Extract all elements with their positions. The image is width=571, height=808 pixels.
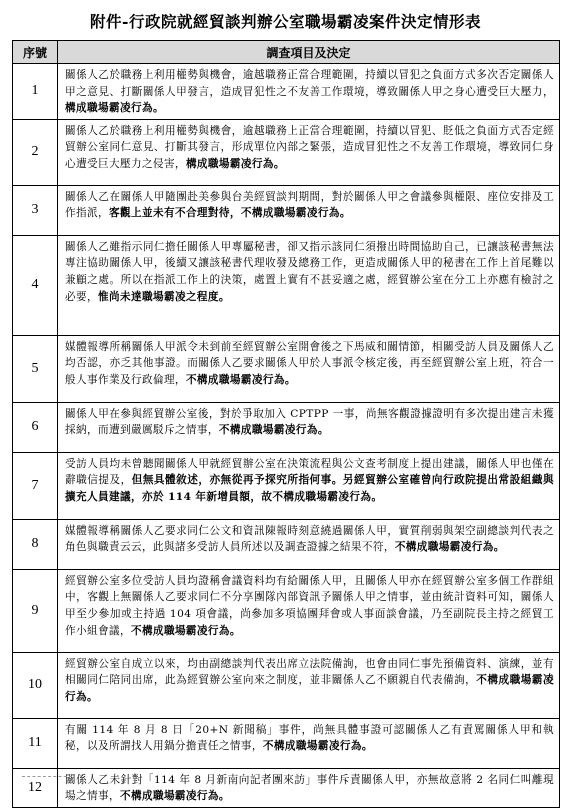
table-header-row	[13, 41, 560, 64]
decision-conclusion: 不構成職場霸凌行為	[130, 624, 230, 637]
decision-conclusion: 不構成職場霸凌行為	[218, 424, 318, 437]
table-row	[13, 652, 560, 718]
decision-text: 關係人乙未針對「114 年 8 月新南向記者團來訪」事件斥責關係人甲，亦無故意將 2 名同仁叫離現場之情事，	[65, 773, 554, 803]
table-row	[13, 185, 560, 235]
table-row	[13, 64, 560, 120]
row-decision	[58, 718, 560, 768]
table-row	[13, 119, 560, 185]
decision-text: 有關 114 年 8 月 8 日「20+N 新聞稿」事件，尚無具體事證可認關係人乙有責罵關係人甲和執秘，以及所謂找人用鍋分擔責任之情事，	[65, 723, 554, 753]
row-number: 8	[13, 519, 58, 569]
row-decision	[58, 768, 560, 807]
decision-end-punctuation: 。	[284, 373, 296, 386]
decision-text: 經貿辦公室多位受訪人員均證稱會議資料均有給關係人甲，且關係人甲亦在經貿辦公室多個工作群組中，客觀上無關係人乙要求同仁不分享團隊內部資訊予關係人甲之情事，並由統計資料可知，關係人甲至少參加或主持過 104 項會議，尚參加多項協團拜會或人事面談會議，乃至副院長主持之經貿工作小組會議，	[65, 574, 554, 637]
table-body	[13, 64, 560, 808]
row-number: 3	[13, 185, 58, 235]
table-row	[13, 402, 560, 452]
row-decision	[58, 519, 560, 569]
row-number: 7	[13, 452, 58, 519]
decision-end-punctuation: 。	[493, 541, 505, 554]
decision-conclusion: 不構成職場霸凌行為	[262, 740, 362, 753]
decision-text: 經貿辦公室自成立以來，均由副總談判代表出席立法院備詢，也會由同仁事先預備資料、演練，並有相關同仁陪同出席，此為經貿辦公室向來之制度，並非關係人乙不願親自代表備詢，	[65, 657, 554, 687]
decision-conclusion: 客觀上並未有不合理對待，不構成職場霸凌行為	[108, 207, 340, 220]
row-decision	[58, 569, 560, 652]
row-number: 11	[13, 718, 58, 768]
decision-end-punctuation: 。	[317, 424, 329, 437]
row-number: 9	[13, 569, 58, 652]
table-row	[13, 768, 560, 807]
decision-text: 受訪人員均未曾聽聞關係人甲就經貿辦公室在決策流程與公文查考制度上提出建議，關係人甲也僅在辭職信提及，	[65, 457, 554, 487]
decision-conclusion: 但無具體敘述，亦無從再予探究所指何事。另經貿辦公室確曾向行政院提出常設組織與擴充人員建議，亦於 114 年新增員額，故不構成職場霸凌行為	[65, 474, 554, 503]
row-decision	[58, 64, 560, 120]
decision-end-punctuation: 。	[218, 790, 230, 803]
decision-text: 關係人乙雖指示同仁擔任關係人甲專屬秘書，卻又指示該同仁須撥出時間協助自己，已讓該秘書無法專注協助關係人甲，後續又讓該秘書代理收發及總務工作，更造成關係人甲的秘書在工作上首尾難以兼顧之處。所以在指派工作上的決策，處置上實有不甚妥適之處，經貿辦公室在分工上亦應有檢討之必要，	[65, 240, 554, 303]
header-investigation-item: 調查項目及決定	[58, 41, 560, 64]
document-title: 附件-行政院就經貿談判辦公室職場霸凌案件決定情形表	[90, 12, 481, 31]
table-row	[13, 235, 560, 335]
row-decision	[58, 335, 560, 402]
decision-text: 關係人乙在關係人甲隨團赴美參與台美經貿談判期間，對於關係人甲之會議參與權限、座位安排及工作指派，	[65, 190, 554, 220]
decision-end-punctuation: 。	[152, 102, 164, 115]
table-row	[13, 718, 560, 768]
decision-conclusion: 構成職場霸凌行為	[185, 157, 274, 170]
decision-end-punctuation: 。	[371, 490, 383, 503]
decision-end-punctuation: 。	[273, 157, 285, 170]
decision-end-punctuation: 。	[87, 690, 98, 703]
decision-text: 媒體報導所稱關係人甲派令未到前至經貿辦公室開會後之下馬威和關情節，相關受訪人員及關係人乙均否認，亦乏其他事證。而關係人乙要求關係人甲於人事派令核定後，再至經貿辦公室上班，符合一般人事作業及行政倫理，	[65, 340, 554, 386]
row-number: 4	[13, 235, 58, 335]
row-number: 10	[13, 652, 58, 718]
decision-end-punctuation: 。	[229, 624, 241, 637]
row-number: 12	[13, 768, 58, 807]
page-footer-mark	[22, 776, 72, 778]
decision-text: 關係人乙於職務上利用權勢與機會，逾越職務上正當合理範圍，持續以冒犯、貶低之負面方式否定經貿辦公室同仁意見、打斷其發言，形成單位內部之緊張，造成冒犯性之不友善工作環境，導致同仁身心遭受巨大壓力之侵害，	[65, 124, 554, 170]
decision-end-punctuation: 。	[361, 740, 373, 753]
decision-conclusion: 惟尚未達職場霸凌之程度	[97, 290, 219, 303]
row-decision	[58, 235, 560, 335]
decision-end-punctuation: 。	[218, 290, 230, 303]
table-row	[13, 335, 560, 402]
decision-text: 關係人甲在參與經貿辦公室後，對於爭取加入 CPTPP 一事，尚無客觀證據證明有多次提出建言未獲採納，而遭到嚴厲駁斥之情事，	[65, 407, 554, 437]
row-number: 2	[13, 119, 58, 185]
row-decision	[58, 652, 560, 718]
decision-conclusion: 不構成職場霸凌行為	[394, 541, 494, 554]
decision-end-punctuation: 。	[339, 207, 351, 220]
row-number: 5	[13, 335, 58, 402]
decision-conclusion: 不構成職場霸凌行為	[185, 373, 285, 386]
row-decision	[58, 185, 560, 235]
decision-conclusion: 構成職場霸凌行為	[65, 102, 153, 115]
decision-conclusion: 不構成職場霸凌行為	[119, 790, 219, 803]
decision-text: 關係人乙於職務上利用權勢與機會，逾越職務正當合理範圍，持續以冒犯之負面方式多次否定關係人甲之意見、打斷關係人甲發言，造成冒犯性之不友善工作環境，導致關係人甲之身心遭受巨大壓力，	[65, 69, 554, 98]
table-row	[13, 452, 560, 519]
row-decision	[58, 402, 560, 452]
table-row	[13, 569, 560, 652]
header-serial-number: 序號	[13, 41, 58, 64]
decision-text: 媒體報導稱關係人乙要求同仁公文和資訊陳報時刻意繞過關係人甲，實質削弱與架空副總談判代表之角色與職責云云，此與諸多受訪人員所述以及調查證據之結果不符，	[65, 524, 554, 554]
row-decision	[58, 452, 560, 519]
row-number: 1	[13, 64, 58, 120]
row-number: 6	[13, 402, 58, 452]
table-row	[13, 519, 560, 569]
row-decision	[58, 119, 560, 185]
decision-table	[12, 40, 560, 808]
decision-conclusion: 不構成職場霸凌行為	[65, 674, 554, 703]
